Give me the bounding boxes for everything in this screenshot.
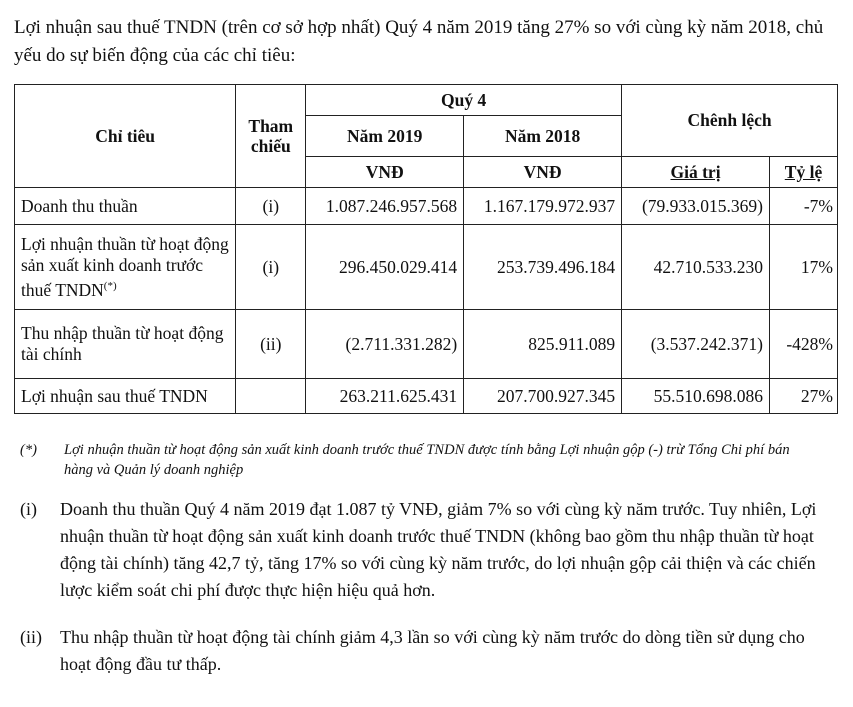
row-reference: (ii): [236, 310, 306, 379]
note-ii: [20, 624, 820, 678]
header-year-2019: Năm 2019: [306, 116, 464, 157]
footnote-mark: (*): [20, 442, 37, 458]
note-mark: (i): [20, 499, 37, 519]
row-value-2018: 1.167.179.972.937: [464, 188, 622, 225]
table-row: [15, 225, 838, 310]
header-difference: Chênh lệch: [622, 85, 838, 157]
row-label-footnote-mark: (*): [103, 279, 117, 292]
row-difference: (3.537.242.371): [622, 310, 770, 379]
row-value-2018: 253.739.496.184: [464, 225, 622, 310]
row-ratio: -428%: [770, 310, 838, 379]
row-reference: (i): [236, 188, 306, 225]
row-ratio: -7%: [770, 188, 838, 225]
header-value: Giá trị: [622, 157, 770, 188]
header-ratio: Tỷ lệ: [770, 157, 838, 188]
row-value-2019: 296.450.029.414: [306, 225, 464, 310]
row-difference: (79.933.015.369): [622, 188, 770, 225]
row-label: Doanh thu thuần: [15, 188, 236, 225]
row-difference: 55.510.698.086: [622, 379, 770, 414]
table-row: [15, 310, 838, 379]
header-quarter: Quý 4: [306, 85, 622, 116]
row-value-2019: 1.087.246.957.568: [306, 188, 464, 225]
header-reference: Tham chiếu: [236, 85, 306, 188]
row-label: Thu nhập thuần từ hoạt động tài chính: [15, 310, 236, 379]
note-mark: (ii): [20, 627, 42, 647]
table-row: [15, 379, 838, 414]
financial-table: [14, 84, 838, 414]
row-reference: (i): [236, 225, 306, 310]
row-ratio: 27%: [770, 379, 838, 414]
note-text: Doanh thu thuần Quý 4 năm 2019 đạt 1.087 tỷ VNĐ, giảm 7% so với cùng kỳ năm trước. Tuy nhiên, Lợi nhuận thuần từ hoạt động sản xuất kinh doanh trước thuế TNDN (không bao gồm thu nhập thuần từ hoạt động tài chính) tăng 42,7 tỷ, tăng 17% so với cùng kỳ năm trước, do lợi nhuận gộp cải thiện và các chiến lược kiểm soát chi phí được thực hiện hiệu quả hơn.: [60, 499, 817, 600]
header-currency-2019: VNĐ: [306, 157, 464, 188]
note-text: Thu nhập thuần từ hoạt động tài chính giảm 4,3 lần so với cùng kỳ năm trước do dòng tiền sử dụng cho hoạt động đầu tư thấp.: [60, 627, 805, 674]
header-indicator: Chỉ tiêu: [15, 85, 236, 188]
table-row: [15, 188, 838, 225]
row-reference: [236, 379, 306, 414]
footnote-text: Lợi nhuận thuần từ hoạt động sản xuất kinh doanh trước thuế TNDN được tính bằng Lợi nhuận gộp (-) trừ Tổng Chi phí bán hàng và Quản lý doanh nghiệp: [64, 442, 790, 478]
header-year-2018: Năm 2018: [464, 116, 622, 157]
row-label: Lợi nhuận sau thuế TNDN: [15, 379, 236, 414]
row-value-2018: 207.700.927.345: [464, 379, 622, 414]
row-label-cell: [15, 225, 236, 310]
intro-paragraph: Lợi nhuận sau thuế TNDN (trên cơ sở hợp nhất) Quý 4 năm 2019 tăng 27% so với cùng kỳ năm 2018, chủ yếu do sự biến động của các chỉ tiêu:: [14, 17, 824, 66]
header-currency-2018: VNĐ: [464, 157, 622, 188]
note-i: [20, 496, 820, 604]
row-value-2018: 825.911.089: [464, 310, 622, 379]
row-value-2019: 263.211.625.431: [306, 379, 464, 414]
row-ratio: 17%: [770, 225, 838, 310]
row-label: Lợi nhuận thuần từ hoạt động sản xuất kinh doanh trước thuế TNDN: [21, 233, 229, 300]
row-value-2019: (2.711.331.282): [306, 310, 464, 379]
row-difference: 42.710.533.230: [622, 225, 770, 310]
footnote: [20, 440, 820, 480]
